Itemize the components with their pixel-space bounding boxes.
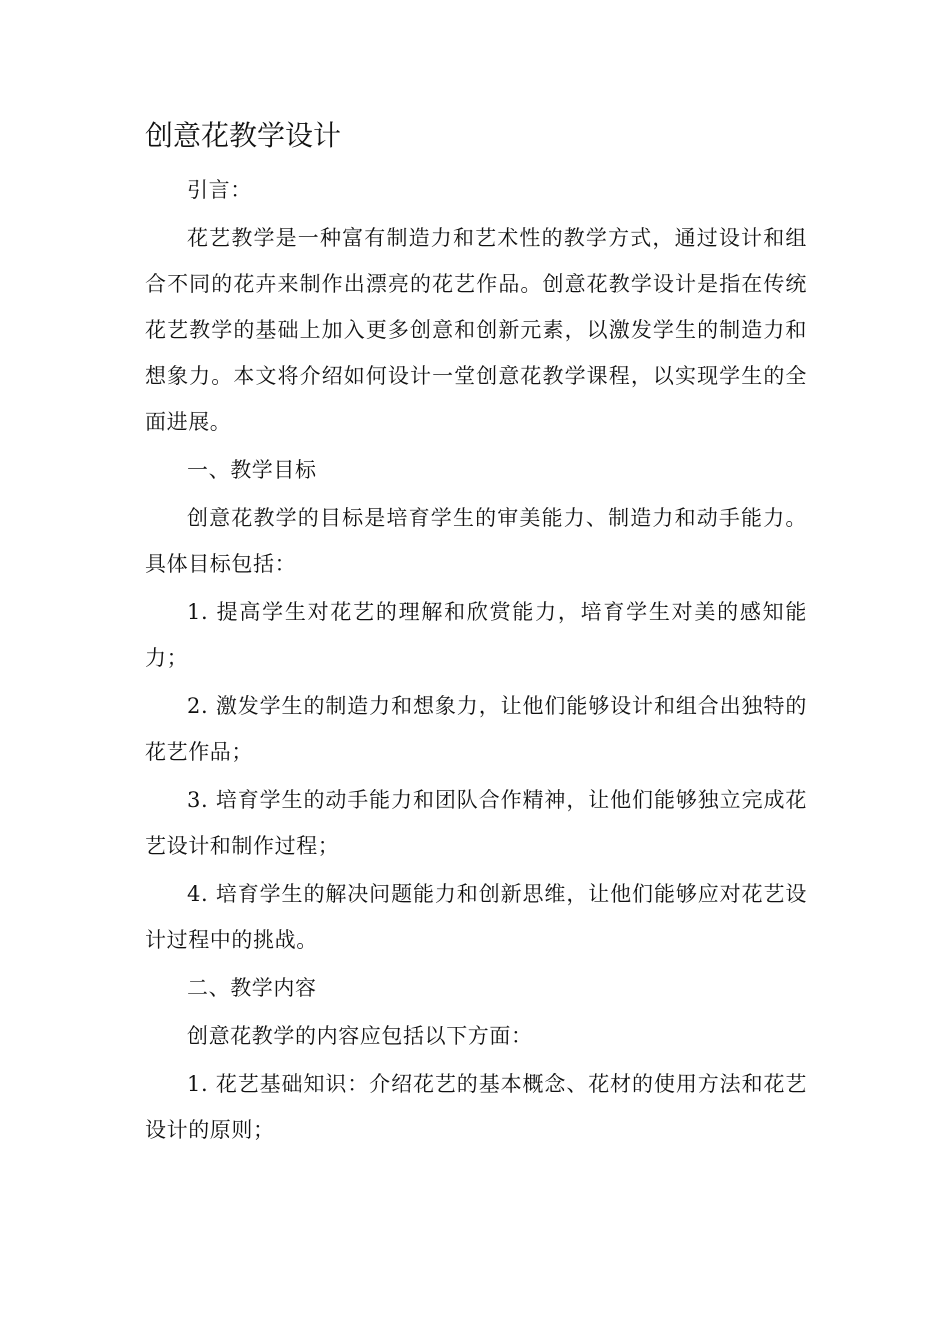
- intro-paragraph: 花艺教学是一种富有制造力和艺术性的教学方式，通过设计和组合不同的花卉来制作出漂亮的花艺作品。创意花教学设计是指在传统花艺教学的基础上加入更多创意和创新元素，以激发学生的制造力和想象力。本文将介绍如何设计一堂创意花教学课程，以实现学生的全面进展。: [145, 226, 807, 434]
- objective-item-4: 4. 培育学生的解决问题能力和创新思维，让他们能够应对花艺设计过程中的挑战。: [145, 882, 807, 952]
- section-heading-content: 二、教学内容: [187, 976, 317, 1000]
- section-heading-objectives: 一、教学目标: [187, 458, 317, 482]
- objective-item-2: 2. 激发学生的制造力和想象力，让他们能够设计和组合出独特的花艺作品；: [145, 694, 807, 764]
- document-title: 创意花教学设计: [145, 119, 342, 152]
- objective-item-1: 1. 提高学生对花艺的理解和欣赏能力，培育学生对美的感知能力；: [145, 600, 807, 670]
- content-intro-paragraph: 创意花教学的内容应包括以下方面：: [187, 1024, 533, 1048]
- content-item-1: 1. 花艺基础知识：介绍花艺的基本概念、花材的使用方法和花艺设计的原则；: [145, 1072, 807, 1142]
- objectives-intro-paragraph: 创意花教学的目标是培育学生的审美能力、制造力和动手能力。具体目标包括：: [145, 506, 807, 576]
- document-body: [145, 112, 807, 1155]
- intro-heading: 引言：: [187, 178, 252, 202]
- objective-item-3: 3. 培育学生的动手能力和团队合作精神，让他们能够独立完成花艺设计和制作过程；: [145, 788, 807, 858]
